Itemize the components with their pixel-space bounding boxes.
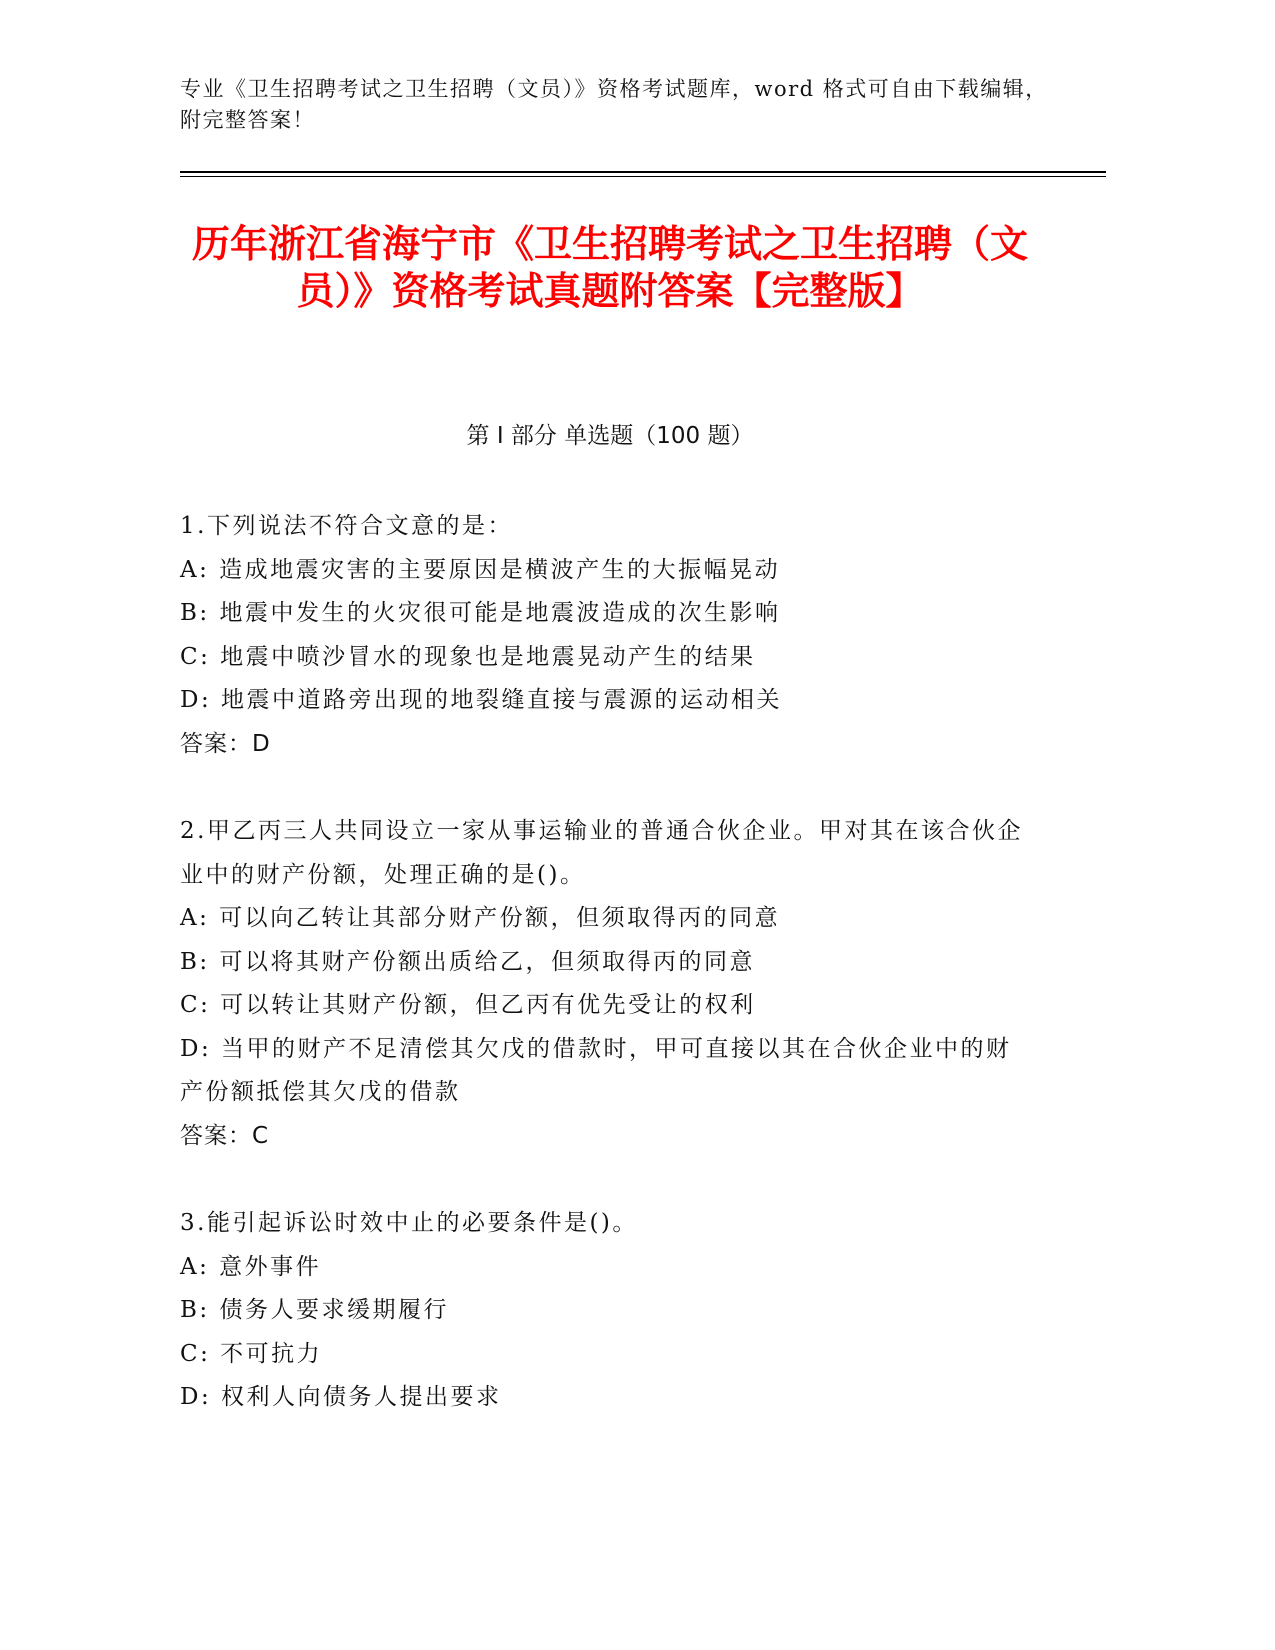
option-d: D: 地震中道路旁出现的地裂缝直接与震源的运动相关 bbox=[180, 687, 783, 713]
question-stem: 2.甲乙丙三人共同设立一家从事运输业的普通合伙企业。甲对其在该合伙企业中的财产份额，处理正确的是()。 bbox=[180, 818, 1023, 888]
question-3 bbox=[180, 1202, 1025, 1420]
option-b: B: 债务人要求缓期履行 bbox=[180, 1297, 449, 1323]
question-2 bbox=[180, 810, 1025, 1158]
option-b: B: 可以将其财产份额出质给乙，但须取得丙的同意 bbox=[180, 948, 755, 975]
option-a: A: 可以向乙转让其部分财产份额，但须取得丙的同意 bbox=[180, 905, 781, 931]
header-rule-thick bbox=[180, 171, 1106, 173]
header-note: 专业《卫生招聘考试之卫生招聘（文员）》资格考试题库，word 格式可自由下载编辑，附完整答案！ bbox=[180, 77, 1048, 132]
question-stem: 1.下列说法不符合文意的是： bbox=[180, 513, 513, 539]
section-title: 第 I 部分 单选题（100 题） bbox=[466, 423, 754, 449]
option-a: A: 造成地震灾害的主要原因是横波产生的大振幅晃动 bbox=[180, 556, 781, 583]
question-stem: 3.能引起诉讼时效中止的必要条件是()。 bbox=[180, 1210, 638, 1236]
question-1 bbox=[180, 505, 1025, 766]
option-b: B: 地震中发生的火灾很可能是地震波造成的次生影响 bbox=[180, 600, 781, 626]
option-a: A: 意外事件 bbox=[180, 1253, 322, 1280]
header-rule-thin bbox=[180, 176, 1106, 177]
answer-label: 答案：C bbox=[180, 1122, 270, 1149]
option-c: C: 地震中喷沙冒水的现象也是地震晃动产生的结果 bbox=[180, 643, 756, 670]
option-c: C: 可以转让其财产份额，但乙丙有优先受让的权利 bbox=[180, 992, 756, 1018]
option-d: D: 当甲的财产不足清偿其欠戊的借款时，甲可直接以其在合伙企业中的财产份额抵偿其欠戊的借款 bbox=[180, 1035, 1012, 1105]
option-d: D: 权利人向债务人提出要求 bbox=[180, 1384, 502, 1410]
answer-label: 答案：D bbox=[180, 730, 271, 757]
option-c: C: 不可抗力 bbox=[180, 1340, 323, 1367]
document-title: 历年浙江省海宁市《卫生招聘考试之卫生招聘（文员）》资格考试真题附答案【完整版】 bbox=[191, 222, 1028, 313]
